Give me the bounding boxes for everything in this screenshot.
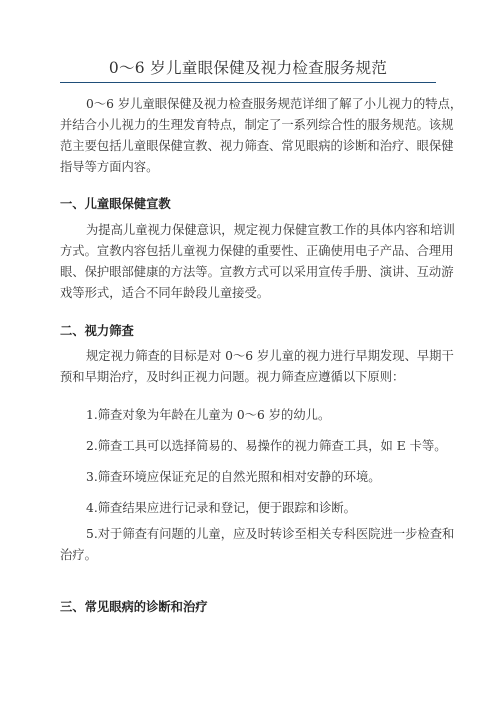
- section-heading-education: 一、儿童眼保健宣教: [60, 197, 171, 211]
- intro-line: 范主要包括儿童眼保健宣教、视力筛查、常见眼病的诊断和治疗、眼保健: [60, 139, 454, 153]
- intro-line: 指导等方面内容。: [60, 160, 159, 174]
- screening-principle-item: 1.筛查对象为年龄在儿童为 0～6 岁的幼儿。: [86, 408, 331, 422]
- intro-line: 并结合小儿视力的生理发育特点，制定了一系列综合性的服务规范。该规: [60, 118, 454, 132]
- paragraph-line: 5.对于筛查有问题的儿童，应及时转诊至相关专科医院进一步检查和: [86, 527, 455, 541]
- paragraph-line: 治疗。: [60, 548, 97, 562]
- screening-principle-item: 3.筛查环境应保证充足的自然光照和相对安静的环境。: [86, 470, 381, 484]
- paragraph-line: 为提高儿童视力保健意识，规定视力保健宣教工作的具体内容和培训: [86, 223, 455, 237]
- screening-principle-item: 4.筛查结果应进行记录和登记，便于跟踪和诊断。: [86, 501, 356, 515]
- section-heading-diagnosis: 三、常见眼病的诊断和治疗: [60, 600, 208, 614]
- paragraph-line: 规定视力筛查的目标是对 0～6 岁儿童的视力进行早期发现、早期干: [86, 349, 454, 363]
- paragraph-line: 方式。宣教内容包括儿童视力保健的重要性、正确使用电子产品、合理用: [60, 244, 454, 258]
- screening-principle-item: [60, 524, 455, 566]
- page-title: 0～6 岁儿童眼保健及视力检查服务规范: [108, 59, 388, 77]
- paragraph-line: 预和早期治疗，及时纠正视力问题。视力筛查应遵循以下原则：: [60, 370, 405, 384]
- paragraph-line: 戏等形式，适合不同年龄段儿童接受。: [60, 286, 270, 300]
- section-screening-paragraph: [60, 346, 454, 388]
- title-underline: [60, 82, 436, 83]
- section-heading-screening: 二、视力筛查: [60, 324, 134, 338]
- intro-line: 0～6 岁儿童眼保健及视力检查服务规范详细了解了小儿视力的特点，: [86, 97, 463, 111]
- section-education-paragraph: [60, 220, 455, 304]
- paragraph-line: 眼、保护眼部健康的方法等。宣教方式可以采用宣传手册、演讲、互动游: [60, 265, 454, 279]
- screening-principle-item: 2.筛查工具可以选择简易的、易操作的视力筛查工具，如 E 卡等。: [86, 439, 447, 453]
- intro-paragraph: [60, 94, 463, 178]
